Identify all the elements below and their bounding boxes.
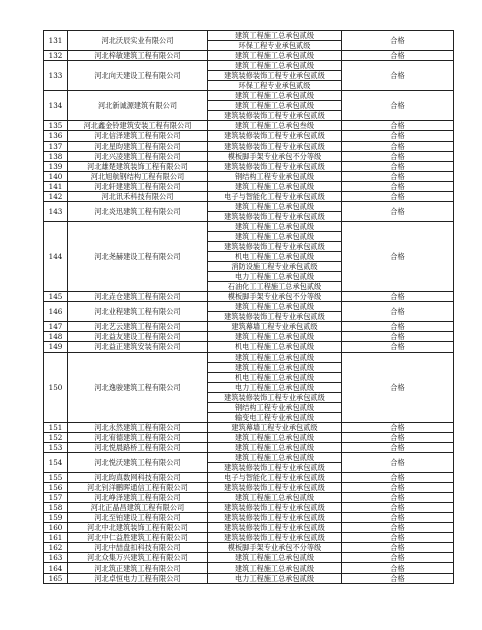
review-result: 合格 [342,61,454,91]
review-result: 合格 [342,473,454,483]
qualification: 机电工程施工总承包贰级 [208,252,342,262]
review-result: 合格 [342,342,454,352]
review-result: 合格 [342,322,454,332]
review-result: 合格 [342,181,454,191]
review-result: 合格 [342,513,454,523]
row-number: 150 [44,352,68,422]
company-name: 河北中喆盘扣科技有限公司 [68,543,208,553]
review-result: 合格 [342,543,454,553]
qualification: 建筑装修装饰工程专业承包贰级 [208,523,342,533]
table-row [44,342,454,352]
qualification: 建筑装修装饰工程专业承包贰级 [208,241,342,251]
qualification: 建筑工程施工总承包贰级 [208,432,342,442]
company-name: 河北轩建建筑工程有限公司 [68,181,208,191]
review-result: 合格 [342,191,454,201]
row-number: 164 [44,563,68,573]
table-row [44,171,454,181]
qualification: 建筑装修装饰工程专业承包贰级 [208,463,342,473]
company-name: 河北新诚源建筑有限公司 [68,91,208,121]
row-number: 162 [44,543,68,553]
row-number: 157 [44,493,68,503]
qualification: 建筑工程施工总承包贰级 [208,101,342,111]
review-result: 合格 [342,161,454,171]
company-name: 河北中仁益胜建筑工程有限公司 [68,533,208,543]
row-number: 144 [44,221,68,291]
review-result: 合格 [342,151,454,161]
qualification: 建筑工程施工总承包贰级 [208,352,342,362]
company-name: 河北鑫金铃建筑安装工程有限公司 [68,121,208,131]
review-result: 合格 [342,51,454,61]
qualification: 建筑工程施工总承包贰级 [208,302,342,312]
qualification: 建筑装修装饰工程专业承包贰级 [208,141,342,151]
qualification: 电子与智能化工程专业承包贰级 [208,473,342,483]
qualification: 建筑工程施工总承包贰级 [208,91,342,101]
table-row [44,483,454,493]
qualification: 建筑工程施工总承包贰级 [208,563,342,573]
row-number: 141 [44,181,68,191]
qualification: 建筑工程施工总承包贰级 [208,553,342,563]
row-number: 135 [44,121,68,131]
qualification: 建筑工程施工总承包贰级 [208,61,342,71]
row-number: 161 [44,533,68,543]
qualification: 机电工程施工总承包贰级 [208,342,342,352]
qualification: 建筑装修装饰工程专业承包贰级 [208,483,342,493]
row-number: 134 [44,91,68,121]
row-number: 158 [44,503,68,513]
qualification: 建筑装修装饰工程专业承包贰级 [208,71,342,81]
table-row [44,473,454,483]
company-name: 河北至铂建设工程有限公司 [68,513,208,523]
company-name: 河北逸骏建筑工程有限公司 [68,352,208,422]
qualification: 消防设施工程专业承包贰级 [208,262,342,272]
qualification: 建筑装修装饰工程专业承包贰级 [208,392,342,402]
row-number: 152 [44,432,68,442]
company-name: 河北悦沃建筑工程有限公司 [68,452,208,472]
company-name: 河北永然建筑工程有限公司 [68,422,208,432]
company-name: 河北讯禾科技有限公司 [68,191,208,201]
qualification: 建筑装修装饰工程专业承包贰级 [208,211,342,221]
table-row [44,533,454,543]
qualification: 建筑工程施工总承包贰级 [208,493,342,503]
table-row [44,573,454,583]
qualification: 模板脚手架专业承包不分等级 [208,292,342,302]
company-name: 河北宥德建筑工程有限公司 [68,432,208,442]
review-result: 合格 [342,533,454,543]
qualification: 建筑工程施工总承包贰级 [208,31,342,41]
qualification: 建筑工程施工总承包叁级 [208,121,342,131]
company-name: 河北众集万兴建筑工程有限公司 [68,553,208,563]
qualification: 环保工程专业承包贰级 [208,81,342,91]
table-row [44,432,454,442]
company-name: 河北艺云建筑工程有限公司 [68,322,208,332]
qualification: 建筑工程施工总承包贰级 [208,332,342,342]
row-number: 138 [44,151,68,161]
qualification: 建筑装修装饰工程专业承包贰级 [208,131,342,141]
qualification: 模板脚手架专业承包不分等级 [208,151,342,161]
review-result: 合格 [342,31,454,51]
row-number: 142 [44,191,68,201]
table-row [44,452,454,462]
company-name: 河北钊洋鹏晖通信工程有限公司 [68,483,208,493]
row-number: 165 [44,573,68,583]
company-name: 河北梓敏建筑工程有限公司 [68,51,208,61]
review-result: 合格 [342,573,454,583]
qualification: 建筑装修装饰工程专业承包贰级 [208,161,342,171]
table-row [44,31,454,41]
company-name: 河北昀真数网科技有限公司 [68,473,208,483]
qualification: 建筑工程施工总承包贰级 [208,221,342,231]
table-row [44,221,454,231]
row-number: 132 [44,51,68,61]
review-result: 合格 [342,553,454,563]
qualification: 建筑工程施工总承包贰级 [208,51,342,61]
table-row [44,442,454,452]
company-name: 河北益正建筑安装有限公司 [68,342,208,352]
qualification: 建筑工程施工总承包贰级 [208,201,342,211]
qualification: 电力工程施工总承包贰级 [208,573,342,583]
row-number: 156 [44,483,68,493]
row-number: 146 [44,302,68,322]
company-name: 河北星昀建筑工程有限公司 [68,141,208,151]
qualification: 建筑工程施工总承包贰级 [208,442,342,452]
review-result: 合格 [342,422,454,432]
review-result: 合格 [342,432,454,442]
table-row [44,141,454,151]
qualification: 电力工程施工总承包贰级 [208,272,342,282]
table-row [44,51,454,61]
row-number: 137 [44,141,68,151]
table-row [44,302,454,312]
company-name: 河北业程建筑工程有限公司 [68,302,208,322]
company-name: 河北垚仓建筑工程有限公司 [68,292,208,302]
review-result: 合格 [342,503,454,513]
review-result: 合格 [342,221,454,291]
review-result: 合格 [342,493,454,503]
qualification: 建筑装修装饰工程专业承包贰级 [208,503,342,513]
table-row [44,563,454,573]
company-name: 河北卓恒电力工程有限公司 [68,573,208,583]
company-name: 河北悦晨路桥工程有限公司 [68,442,208,452]
qualification: 石油化工工程施工总承包贰级 [208,282,342,292]
qualification: 建筑幕墙工程专业承包贰级 [208,422,342,432]
company-name: 河北峥泽建筑工程有限公司 [68,493,208,503]
row-number: 149 [44,342,68,352]
company-name: 河北向天建设工程有限公司 [68,61,208,91]
company-name: 河北雄楚建筑装饰工程有限公司 [68,161,208,171]
table-row [44,493,454,503]
company-name: 河北中北建筑装饰工程有限公司 [68,523,208,533]
review-result: 合格 [342,171,454,181]
table-row [44,523,454,533]
row-number: 133 [44,61,68,91]
company-name: 河北益友建设工程有限公司 [68,332,208,342]
row-number: 136 [44,131,68,141]
table-row [44,91,454,101]
table-row [44,553,454,563]
qualification-table-body [44,31,454,584]
table-row [44,503,454,513]
company-name: 河北兴凌建筑工程有限公司 [68,151,208,161]
row-number: 159 [44,513,68,523]
qualification: 电力工程施工总承包贰级 [208,382,342,392]
table-row [44,292,454,302]
row-number: 160 [44,523,68,533]
qualification: 建筑装修装饰工程专业承包贰级 [208,111,342,121]
review-result: 合格 [342,523,454,533]
table-row [44,332,454,342]
table-row [44,181,454,191]
qualification: 模板脚手架专业承包不分等级 [208,543,342,553]
qualification: 电子与智能化工程专业承包贰级 [208,191,342,201]
review-result: 合格 [342,452,454,472]
row-number: 148 [44,332,68,342]
company-name: 河北沃辰实业有限公司 [68,31,208,51]
table-row [44,543,454,553]
review-result: 合格 [342,292,454,302]
qualification: 钢结构工程专业承包贰级 [208,402,342,412]
table-row [44,201,454,211]
review-result: 合格 [342,131,454,141]
company-name: 河北旭航钢结构工程有限公司 [68,171,208,181]
row-number: 131 [44,31,68,51]
review-result: 合格 [342,141,454,151]
table-row [44,513,454,523]
table-row [44,131,454,141]
qualification: 机电工程施工总承包贰级 [208,372,342,382]
table-row [44,161,454,171]
row-number: 147 [44,322,68,332]
table-row [44,422,454,432]
row-number: 140 [44,171,68,181]
row-number: 145 [44,292,68,302]
qualification: 建筑工程施工总承包贰级 [208,231,342,241]
review-result: 合格 [342,563,454,573]
company-name: 河北炎迅建筑工程有限公司 [68,201,208,221]
qualification: 建筑装修装饰工程专业承包贰级 [208,513,342,523]
company-name: 河北筑正建筑工程有限公司 [68,563,208,573]
table-row [44,151,454,161]
row-number: 143 [44,201,68,221]
qualification: 建筑工程施工总承包贰级 [208,452,342,462]
review-result: 合格 [342,121,454,131]
review-result: 合格 [342,332,454,342]
review-result: 合格 [342,352,454,422]
qualification: 建筑装修装饰工程专业承包贰级 [208,312,342,322]
review-result: 合格 [342,442,454,452]
row-number: 139 [44,161,68,171]
qualification: 建筑工程施工总承包贰级 [208,362,342,372]
review-result: 合格 [342,302,454,322]
company-name: 河北信泽建筑工程有限公司 [68,131,208,141]
qualification: 输变电工程专业承包贰级 [208,412,342,422]
row-number: 154 [44,452,68,472]
qualification: 钢结构工程专业承包贰级 [208,171,342,181]
row-number: 153 [44,442,68,452]
review-result: 合格 [342,91,454,121]
qualification: 建筑工程施工总承包贰级 [208,181,342,191]
company-name: 河北尧赫建设工程有限公司 [68,221,208,291]
table-row [44,121,454,131]
table-row [44,352,454,362]
review-result: 合格 [342,483,454,493]
row-number: 155 [44,473,68,483]
qualification: 建筑幕墙工程专业承包贰级 [208,322,342,332]
review-result: 合格 [342,201,454,221]
company-name: 河北正晶昌建筑工程有限公司 [68,503,208,513]
row-number: 163 [44,553,68,563]
table-row [44,322,454,332]
qualification: 建筑装修装饰工程专业承包贰级 [208,533,342,543]
qualification: 环保工程专业承包贰级 [208,41,342,51]
table-row [44,61,454,71]
table-row [44,191,454,201]
row-number: 151 [44,422,68,432]
qualification-table [43,30,454,584]
